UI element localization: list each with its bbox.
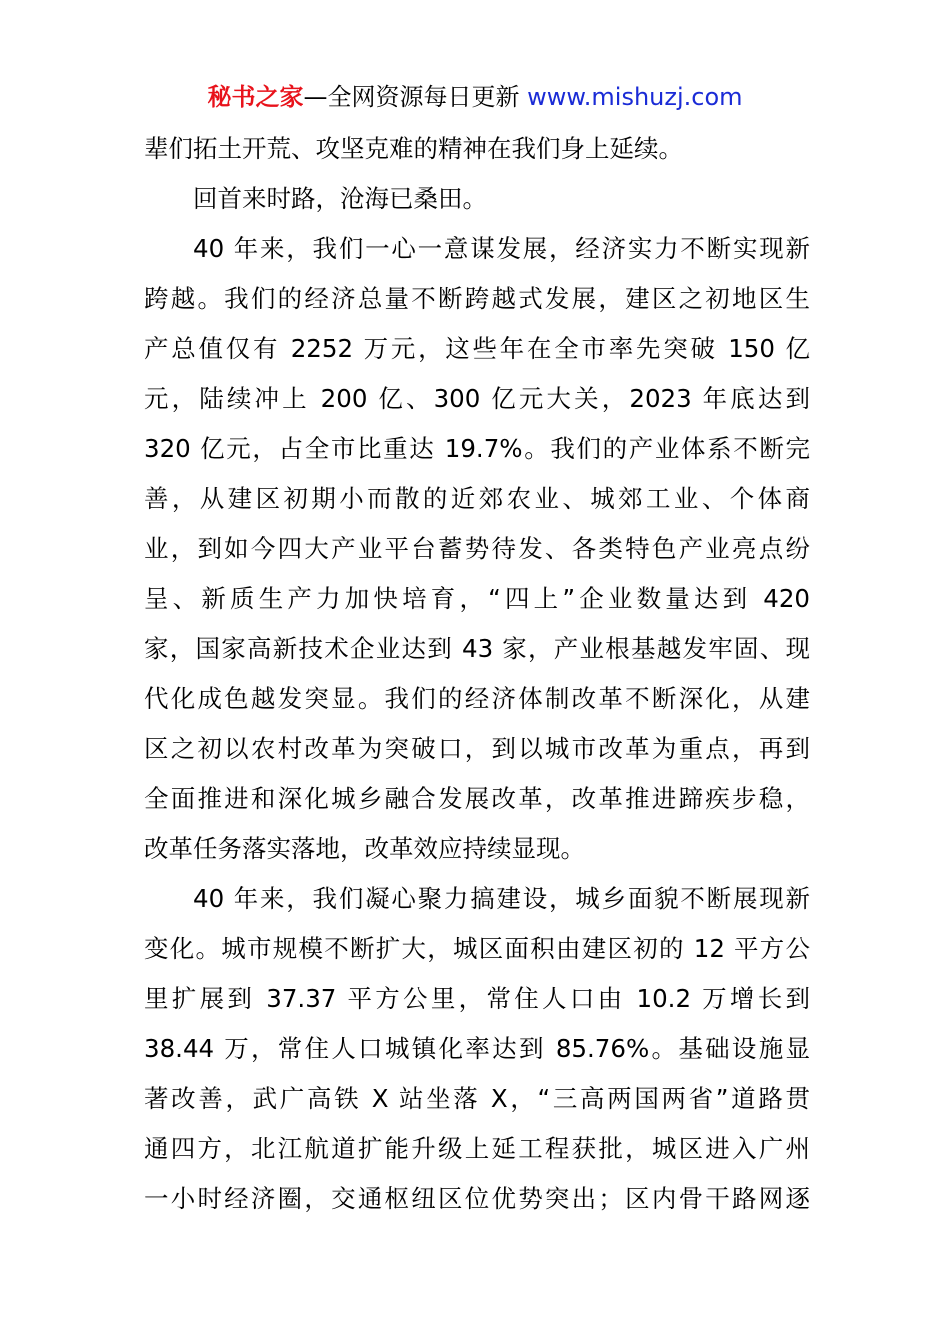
text-line: 跨越。我们的经济总量不断跨越式发展，建区之初地区生 [144, 284, 810, 313]
paragraph-line: 回首来时路，沧海已桑田。 [193, 184, 487, 213]
text-line: 家，国家高新技术企业达到 43 家，产业根基越发牢固、现 [144, 634, 810, 663]
text-line: 业，到如今四大产业平台蓄势待发、各类特色产业亮点纷 [144, 534, 810, 563]
site-tagline: —全网资源每日更新 [303, 83, 520, 111]
paragraph-line: 40 年来，我们一心一意谋发展，经济实力不断实现新 [193, 234, 810, 263]
text-line: 善，从建区初期小而散的近郊农业、城郊工业、个体商 [144, 484, 810, 513]
text-line: 代化成色越发突显。我们的经济体制改革不断深化，从建 [144, 684, 810, 713]
text-line: 区之初以农村改革为突破口，到以城市改革为重点，再到 [144, 734, 810, 763]
text-line: 元，陆续冲上 200 亿、300 亿元大关，2023 年底达到 [144, 384, 810, 413]
text-line: 辈们拓土开荒、攻坚克难的精神在我们身上延续。 [144, 134, 683, 163]
paragraph-line: 40 年来，我们凝心聚力搞建设，城乡面貌不断展现新 [193, 884, 810, 913]
text-line: 变化。城市规模不断扩大，城区面积由建区初的 12 平方公 [144, 934, 810, 963]
text-line: 全面推进和深化城乡融合发展改革，改革推进蹄疾步稳， [144, 784, 810, 813]
text-line: 产总值仅有 2252 万元，这些年在全市率先突破 150 亿 [144, 334, 810, 363]
text-line: 38.44 万，常住人口城镇化率达到 85.76%。基础设施显 [144, 1034, 810, 1063]
text-line: 里扩展到 37.37 平方公里，常住人口由 10.2 万增长到 [144, 984, 810, 1013]
text-line: 著改善，武广高铁 X 站坐落 X，“三高两国两省”道路贯 [144, 1084, 810, 1113]
text-line: 一小时经济圈，交通枢纽区位优势突出；区内骨干路网逐 [144, 1184, 810, 1213]
site-brand: 秘书之家 [207, 83, 304, 111]
text-line: 320 亿元，占全市比重达 19.7%。我们的产业体系不断完 [144, 434, 810, 463]
page-header [0, 80, 950, 114]
text-line: 呈、新质生产力加快培育，“四上”企业数量达到 420 [144, 584, 810, 613]
text-line: 通四方，北江航道扩能升级上延工程获批，城区进入广州 [144, 1134, 810, 1163]
document-body [144, 124, 810, 1224]
text-line: 改革任务落实落地，改革效应持续显现。 [144, 834, 585, 863]
site-url-link[interactable]: www.mishuzj.com [527, 83, 743, 111]
